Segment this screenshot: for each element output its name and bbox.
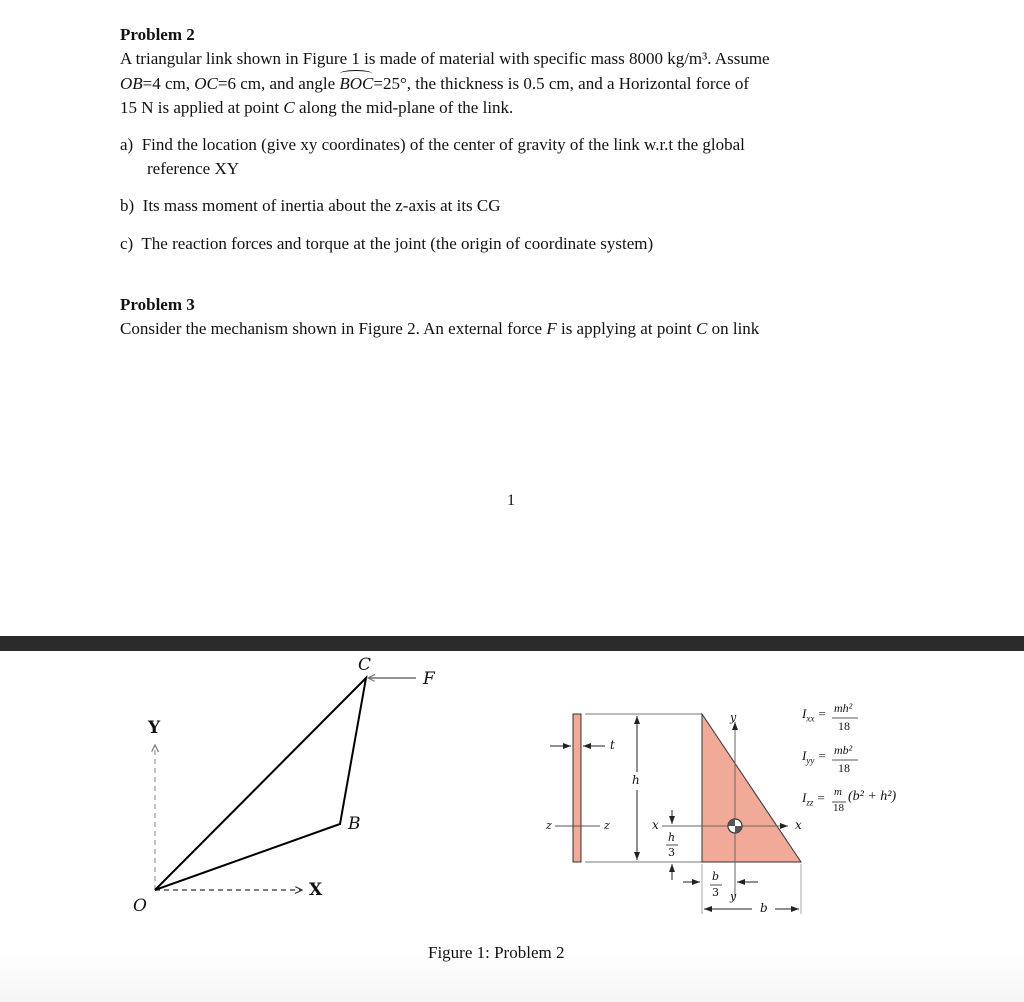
formula-Ixx-lhs: $I_{xx}$ = [802, 706, 827, 724]
label-point-C: C [358, 655, 372, 675]
label-b3-num: b [712, 870, 720, 883]
text: along the mid-plane of the link. [294, 98, 514, 117]
label-b3-den: 3 [712, 886, 719, 899]
formula-Ixx-num: mh² [834, 701, 853, 715]
label-axis-X: X [309, 880, 323, 900]
text: 15 N is applied at point [120, 98, 284, 117]
label-t: t [610, 738, 615, 752]
label-point-O: O [133, 896, 147, 916]
text: =6 cm, and angle [217, 74, 340, 93]
label-b: b [760, 901, 768, 915]
item-a-line2: reference XY [147, 159, 240, 178]
label-z-left: z [546, 819, 552, 832]
formula-Izz-num: m [834, 786, 842, 798]
formula-Izz-tail: (b² + h²) [848, 789, 897, 804]
symbol-angle-BOC: BOC [339, 72, 373, 96]
label-h3-den: 3 [668, 846, 675, 859]
text: is applying at point [556, 319, 697, 338]
label-z-right: z [604, 819, 610, 832]
item-label: b) [120, 196, 135, 215]
label-point-B: B [348, 814, 361, 834]
figure-caption: Figure 1: Problem 2 [428, 943, 565, 962]
plate-side-view [573, 714, 581, 862]
label-y-bottom: y [730, 890, 737, 903]
symbol-OC: OC [194, 74, 218, 93]
symbol-F: F [546, 319, 557, 338]
center-of-gravity-icon [728, 819, 742, 833]
formula-Ixx-den: 18 [838, 719, 850, 733]
triangle-link-OBC [155, 678, 366, 890]
problem2-intro-line1: A triangular link shown in Figure 1 is made of material with specific mass 8000 kg/m³. Assume [120, 49, 770, 68]
formula-Iyy-num: mb² [834, 743, 853, 757]
symbol-C: C [696, 319, 708, 338]
formula-Izz-lhs: $I_{zz}$ = [802, 790, 826, 808]
formula-Iyy-den: 18 [838, 761, 850, 775]
label-h: h [632, 773, 640, 787]
label-x-left: x [652, 818, 659, 832]
problem2-title: Problem 2 [120, 25, 195, 44]
reference-right-triangle [702, 714, 801, 862]
symbol-OB: OB [120, 74, 143, 93]
text: =4 cm, [142, 74, 195, 93]
item-text: Find the location (give xy coordinates) of the center of gravity of the link w.r.t the global [141, 135, 745, 154]
formula-Izz-den: 18 [833, 802, 844, 814]
item-text: The reaction forces and torque at the joint (the origin of coordinate system) [141, 234, 654, 253]
text: =25°, the thickness is 0.5 cm, and a Horizontal force of [373, 74, 750, 93]
label-h3-num: h [668, 831, 676, 844]
problem3-title: Problem 3 [120, 295, 195, 314]
text: Consider the mechanism shown in Figure 2. An external force [120, 319, 547, 338]
label-x-right: x [795, 818, 802, 832]
label-axis-Y: Y [148, 718, 161, 738]
item-label: a) [120, 135, 134, 154]
formula-Iyy-lhs: $I_{yy}$ = [802, 748, 827, 766]
label-force-F: F [423, 669, 435, 689]
symbol-C: C [283, 98, 295, 117]
text: on link [707, 319, 760, 338]
item-label: c) [120, 234, 134, 253]
page-number: 1 [507, 492, 515, 509]
item-text: Its mass moment of inertia about the z-axis at its CG [142, 196, 501, 215]
label-y-top: y [730, 711, 737, 724]
